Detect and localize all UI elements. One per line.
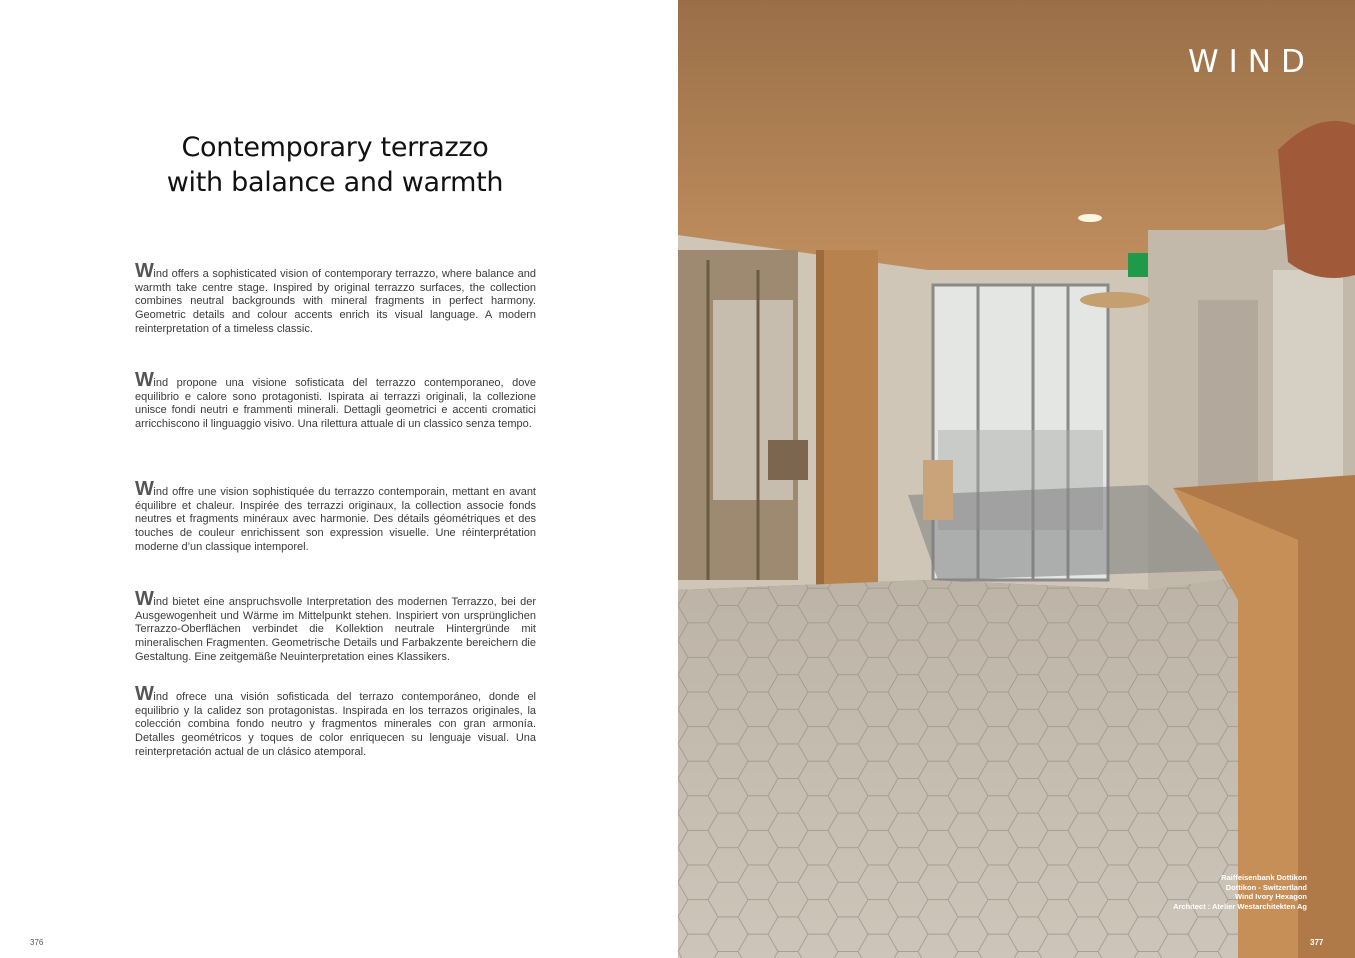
- ceiling-lamp: [1080, 292, 1150, 308]
- wind-logo: WIND: [1188, 44, 1315, 80]
- photo-illustration: [678, 0, 1355, 958]
- pendant-lamp: [1278, 121, 1355, 278]
- caption-line: Dottikon - Switzertland: [1225, 882, 1307, 892]
- paragraph-english: [135, 260, 536, 337]
- paragraph-spanish: [135, 683, 536, 760]
- caption-line: Raiffeisenbank Dottikon: [1221, 873, 1307, 882]
- caption-line: Wind Ivory Hexagon: [1234, 892, 1307, 902]
- paragraph-text: ind ofrece una visión sofisticada del terrazo contemporáneo, donde el equilibrio y la calidez son protagonistas. Inspirada en los terrazos originales, la colección combina fondo neutro y fragmentos minerales con gran armonía. Detalles geométricos y toques de color enriquecen su lenguaje visual. Una reinterpretación actual de un clásico atemporal.: [135, 691, 536, 758]
- dropcap: W: [135, 478, 154, 500]
- page-title: [120, 130, 550, 200]
- page-number-left: 376: [30, 938, 44, 947]
- dropcap: W: [135, 260, 154, 282]
- dropcap: W: [135, 369, 154, 391]
- bench: [923, 460, 953, 520]
- table-chairs: [768, 440, 808, 480]
- paragraph-german: [135, 588, 536, 665]
- paragraph-text: ind offre une vision sophistiquée du terrazzo contemporain, mettant en avant équilibre et chaleur. Inspirée des terrazzi originaux, la collection associe fonds neutres et fragments minéraux avec harmonie. Des détails géométriques et des touches de couleur enrichissent son expression visuelle. Une réinterprétation moderne d’un classique intemporel.: [135, 486, 536, 553]
- page-number-right: 377: [1310, 938, 1324, 947]
- title-line-1: Contemporary terrazzo: [181, 132, 489, 163]
- photo-caption: [1173, 873, 1307, 912]
- caption-line: Architect : Atelier Westarchitekten Ag: [1173, 902, 1307, 912]
- paragraph-text: ind propone una visione sofisticata del terrazzo contemporaneo, dove equilibrio e calore sono protagonisti. Ispirata ai terrazzi originali, la collezione unisce fondi neutri e frammenti minerali. Dettagli geometrici e accenti cromatici arricchiscono il linguaggio visivo. Una rilettura attuale di un classico senza tempo.: [135, 377, 536, 431]
- wood-ceiling: [678, 0, 1355, 270]
- dropcap: W: [135, 588, 154, 610]
- wood-column: [816, 250, 878, 590]
- paragraph-text: ind bietet eine anspruchsvolle Interpretation des modernen Terrazzo, bei der Ausgewogenheit und Wärme im Mittelpunkt stehen. Inspiriert von ursprünglichen Terrazzo-Oberflächen verbindet die Kollektion neutrale Hintergründe mit mineralischen Fragmenten. Geometrische Details und Farbakzente bereichern die Gestaltung. Eine zeitgemäße Neuinterpretation eines Klassikers.: [135, 596, 536, 663]
- paragraph-text: ind offers a sophisticated vision of contemporary terrazzo, where balance and warmth take centre stage. Inspired by original terrazzo surfaces, the collection combines neutral backgrounds with mineral fragments in perfect harmony. Geometric details and colour accents enrich its visual language. A modern reinterpretation of a timeless classic.: [135, 268, 536, 335]
- paragraph-italian: [135, 369, 536, 432]
- interior-photo: [678, 0, 1355, 958]
- paragraph-french: [135, 478, 536, 555]
- dropcap: W: [135, 683, 154, 705]
- title-line-2: with balance and warmth: [166, 167, 504, 198]
